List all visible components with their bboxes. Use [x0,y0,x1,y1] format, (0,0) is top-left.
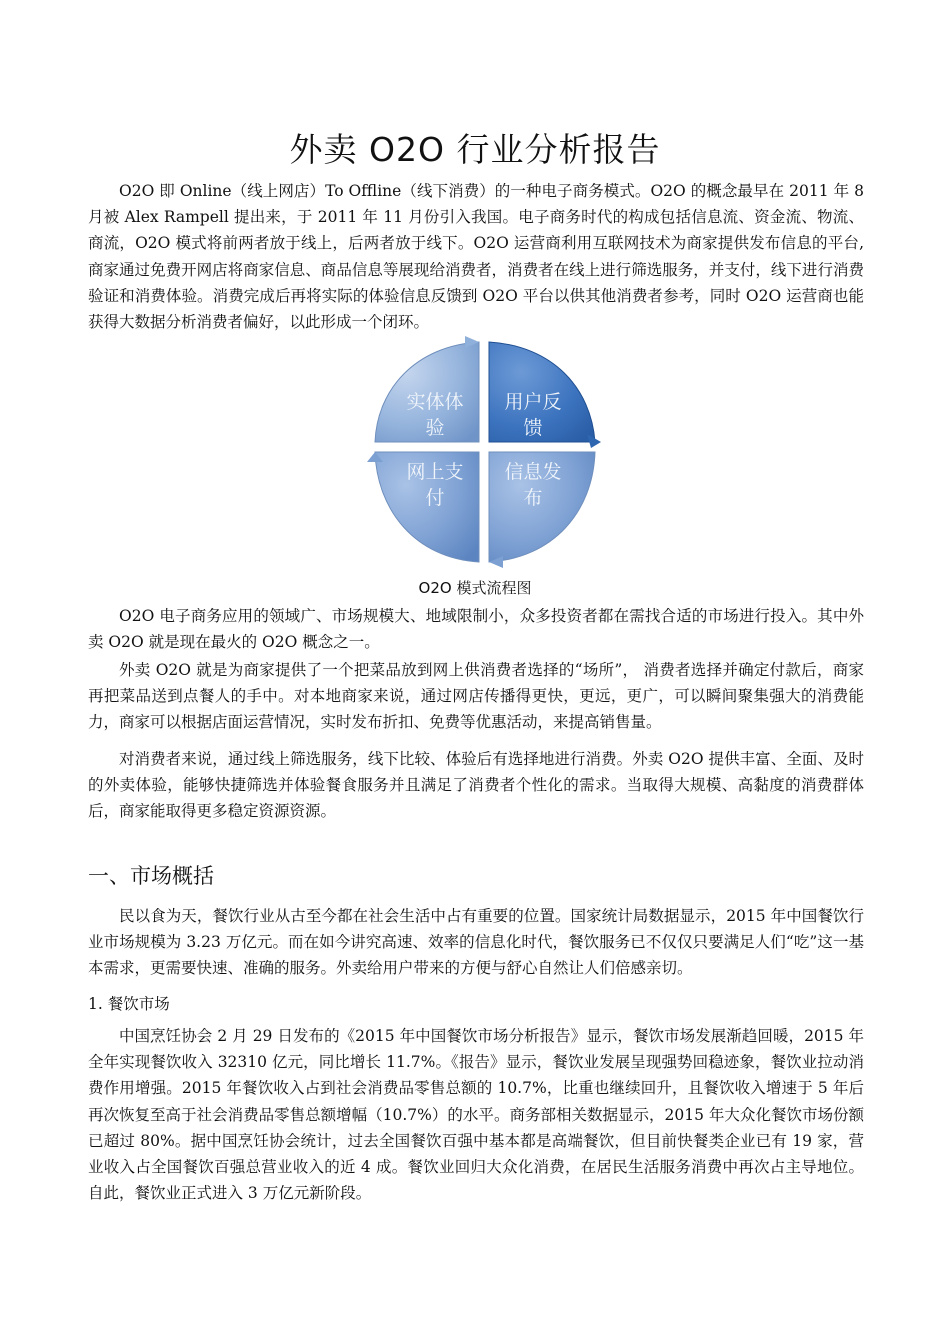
intro-paragraph: O2O 即 Online（线上网店）To Offline（线下消费）的一种电子商务模式。O2O 的概念最早在 2011 年 8 月被 Alex Rampell 提出来，于 2011 年 11 月份引入我国。电子商务时代的构成包括信息流、资金流、物流、商流，O2O 模式将前两者放于线上，后两者放于线下。O2O 运营商利用互联网技术为商家提供发布信息的平台, 商家通过免费开网店将商家信息、商品信息等展现给消费者，消费者在线上进行筛选服务，并支付，线下进行消费验证和消费体验。消费完成后再将实际的体验信息反馈到 O2O 平台以供其他消费者参考，同时 O2O 运营商也能获得大数据分析消费者偏好，以此形成一个闭环。 [88,182,864,332]
paragraph-2: O2O 电子商务应用的领域广、市场规模大、地域限制小，众多投资者都在需找合适的市场进行投入。其中外卖 O2O 就是现在最火的 O2O 概念之一。 [88,607,864,652]
paragraph-5: 民以食为天，餐饮行业从古至今都在社会生活中占有重要的位置。国家统计局数据显示，2015 年中国餐饮行业市场规模为 3.23 万亿元。而在如今讲究高速、效率的信息化时代，餐饮服务已不仅仅只要满足人们“吃”这一基本需求，更需要快速、准确的服务。外卖给用户带来的方便与舒心自然让人们倍感亲切。 [88,907,864,978]
page-title: 外卖 O2O 行业分析报告 [289,130,661,170]
q2-label-line1: 用户反 [504,391,562,413]
figure-caption: O2O 模式流程图 [418,579,532,597]
paragraph-6: 中国烹饪协会 2 月 29 日发布的《2015 年中国餐饮市场分析报告》显示，餐饮市场发展渐趋回暖，2015 年全年实现餐饮收入 32310 亿元，同比增长 11.7%。《报告》显示，餐饮业发展呈现强势回稳迹象，餐饮业拉动消费作用增强。2015 年餐饮收入占到社会消费品零售总额的 10.7%，比重也继续回升，且餐饮收入增速于 5 年后再次恢复至高于社会消费品零售总额增幅（10.7%）的水平。商务部相关数据显示，2015 年大众化餐饮市场份额已超过 80%。据中国烹饪协会统计，过去全国餐饮百强中基本都是高端餐饮，但目前快餐类企业已有 19 家，营业收入占全国餐饮百强总营业收入的近 4 成。餐饮业回归大众化消费，在居民生活服务消费中再次占主导地位。自此，餐饮业正式进入 3 万亿元新阶段。 [88,1027,864,1203]
q3-label-line1: 网上支 [406,461,464,483]
q3-label-line2: 付 [425,487,445,509]
subsection-heading-catering: 1. 餐饮市场 [88,995,170,1013]
o2o-cycle-diagram [355,330,617,576]
section-heading-market: 一、市场概括 [88,864,214,888]
q1-label-line2: 验 [425,417,445,439]
q1-label-line1: 实体体 [406,391,464,413]
q4-label-line2: 布 [523,487,543,509]
q4-label-line1: 信息发 [504,461,562,483]
paragraph-4: 对消费者来说，通过线上筛选服务，线下比较、体验后有选择地进行消费。外卖 O2O 提供丰富、全面、及时的外卖体验，能够快捷筛选并体验餐食服务并且满足了消费者个性化的需求。当取得大规模、高黏度的消费群体后，商家能取得更多稳定资源资源。 [88,750,864,821]
q2-label-line2: 馈 [523,417,543,439]
paragraph-3: 外卖 O2O 就是为商家提供了一个把菜品放到网上供消费者选择的“场所”， 消费者选择并确定付款后，商家再把菜品送到点餐人的手中。对本地商家来说，通过网店传播得更快，更远，更广，可以瞬间聚集强大的消费能力，商家可以根据店面运营情况，实时发布折扣、免费等优惠活动，来提高销售量。 [88,661,864,732]
